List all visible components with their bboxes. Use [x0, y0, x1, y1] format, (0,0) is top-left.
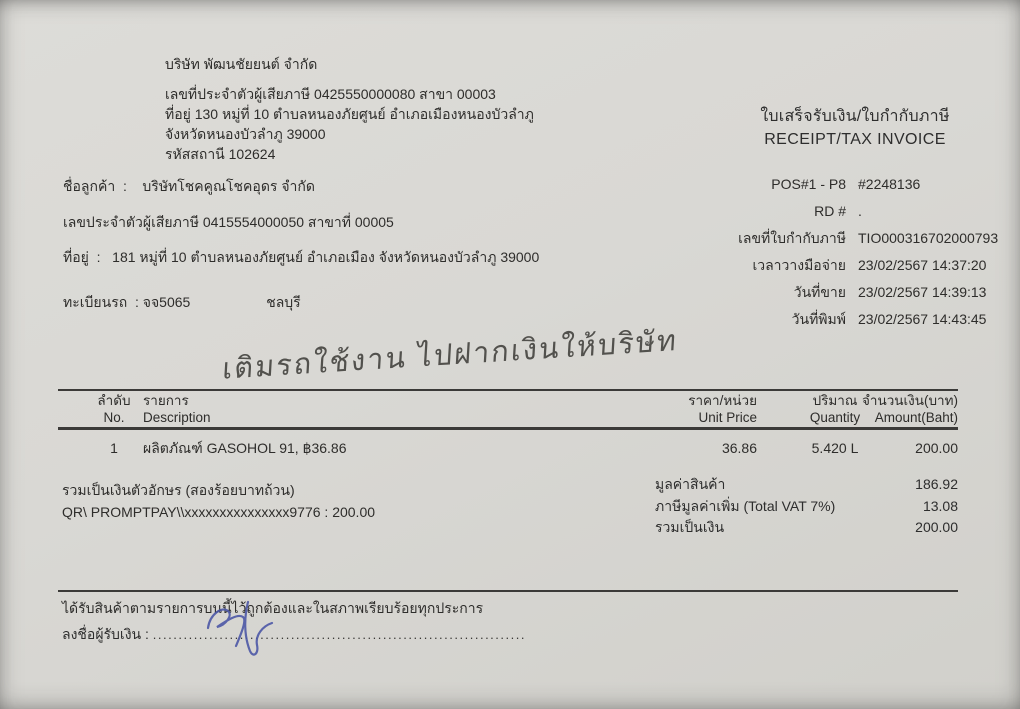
rd-number-value: .: [858, 203, 862, 219]
column-header-amount-thai: จำนวนเงิน(บาท): [861, 393, 958, 408]
totals-row: [655, 475, 958, 495]
pos-info-block: [628, 174, 999, 336]
document-title: [700, 104, 1010, 149]
column-header-unit-price-english: Unit Price: [698, 410, 757, 425]
signature-scribble: [200, 596, 286, 660]
nozzle-time-label: เวลาวางมือจ่าย: [752, 257, 846, 273]
totals-block: [655, 475, 958, 540]
amount-in-words: รวมเป็นเงินตัวอักษร (สองร้อยบาทถ้วน): [62, 482, 295, 498]
footer-rule: [58, 590, 958, 592]
pos-receipt-number: #2248136: [858, 176, 921, 192]
column-header-quantity-english: Quantity: [809, 410, 861, 425]
vehicle-registration-line: [63, 292, 683, 312]
column-header-no: [85, 392, 143, 426]
customer-name-line: ชื่อลูกค้า : บริษัทโชคคูณโชคอุดร จำกัด: [63, 178, 315, 194]
signature-label: ลงชื่อผู้รับเงิน :: [62, 626, 153, 642]
document-title-thai: ใบเสร็จรับเงิน/ใบกำกับภาษี: [760, 108, 950, 125]
grand-total-value: 200.00: [915, 519, 958, 535]
vat-label: ภาษีมูลค่าเพิ่ม (Total VAT 7%): [655, 497, 836, 514]
item-quantity: 5.420 L: [811, 440, 859, 456]
item-no: 1: [110, 440, 118, 456]
tax-invoice-number-label: เลขที่ใบกำกับภาษี: [738, 230, 846, 246]
vendor-tax-id-line: เลขที่ประจำตัวผู้เสียภาษี 0425550000080 สาขา 00003: [165, 86, 496, 102]
vendor-block: [165, 54, 635, 164]
amount-in-words-block: [62, 480, 622, 524]
nozzle-time-value: 23/02/2567 14:37:20: [858, 257, 987, 273]
table-row: [0, 440, 1020, 460]
item-amount: 200.00: [915, 440, 958, 456]
table-top-rule: [58, 389, 958, 391]
sale-date-label: วันที่ขาย: [793, 284, 846, 300]
payment-method-line: QR\ PROMPTPAY\\xxxxxxxxxxxxxxx9776 : 200.00: [62, 504, 376, 520]
items-table-header: [0, 392, 1020, 428]
pos-info-row: [628, 228, 999, 248]
column-header-quantity-thai: ปริมาณ: [812, 393, 858, 408]
item-unit-price: 36.86: [721, 440, 757, 456]
vehicle-registration-value: ทะเบียนรถ : จจ5065: [63, 294, 191, 310]
column-header-amount: [845, 392, 958, 426]
pos-info-row: [628, 282, 988, 302]
pos-info-row: [628, 174, 988, 194]
print-date-label: วันที่พิมพ์: [791, 311, 846, 327]
vendor-name: บริษัท พัฒนชัยยนต์ จำกัด: [165, 56, 318, 72]
column-header-unit-price-thai: ราคา/หน่วย: [688, 393, 757, 408]
print-date-value: 23/02/2567 14:43:45: [858, 311, 987, 327]
tax-invoice-number-value: TIO000316702000793: [858, 230, 999, 246]
rd-number-label: RD #: [814, 203, 846, 219]
subtotal-label: มูลค่าสินค้า: [655, 476, 726, 492]
customer-address-line: ที่อยู่ : 181 หมู่ที่ 10 ตำบลหนองภัยศูนย์ อำเภอเมือง จังหวัดหนองบัวลำภู 39000: [63, 249, 540, 265]
vendor-station-code: รหัสสถานี 102624: [165, 146, 276, 162]
totals-row: [655, 497, 958, 517]
pos-info-row: [628, 255, 988, 275]
column-header-unit-price: [600, 392, 757, 426]
signature-line: [62, 624, 762, 646]
column-header-description: [143, 392, 443, 426]
column-header-description-thai: รายการ: [143, 393, 189, 408]
column-header-no-thai: ลำดับ: [97, 393, 131, 408]
pos-terminal-label: POS#1 - P8: [771, 176, 846, 192]
vendor-address-line1: ที่อยู่ 130 หมู่ที่ 10 ตำบลหนองภัยศูนย์ อำเภอเมืองหนองบัวลำภู: [165, 106, 534, 122]
goods-received-statement: ได้รับสินค้าตามรายการบนนี้ไว้ถูกต้องและในสภาพเรียบร้อยทุกประการ: [62, 600, 484, 616]
column-header-description-english: Description: [143, 410, 211, 425]
pos-info-row: [628, 201, 988, 221]
signature-dotted-line: .........................................................................: [152, 627, 526, 642]
column-header-amount-english: Amount(Baht): [874, 410, 958, 425]
sale-date-value: 23/02/2567 14:39:13: [858, 284, 987, 300]
document-title-english: RECEIPT/TAX INVOICE: [764, 131, 946, 148]
subtotal-value: 186.92: [915, 476, 958, 492]
vat-value: 13.08: [922, 497, 958, 514]
grand-total-label: รวมเป็นเงิน: [655, 519, 725, 535]
item-description: ผลิตภัณฑ์ GASOHOL 91, ฿36.86: [143, 440, 347, 456]
customer-tax-line: เลขประจำตัวผู้เสียภาษี 0415554000050 สาขาที่ 00005: [63, 214, 394, 230]
totals-row: [655, 518, 958, 538]
vehicle-registration-province: ชลบุรี: [266, 294, 301, 310]
handwritten-note: เติมรถใช้งาน ไปฝากเงินให้บริษัท: [221, 324, 679, 386]
vendor-address-line2: จังหวัดหนองบัวลำภู 39000: [165, 126, 326, 142]
column-header-no-english: No.: [103, 410, 125, 425]
